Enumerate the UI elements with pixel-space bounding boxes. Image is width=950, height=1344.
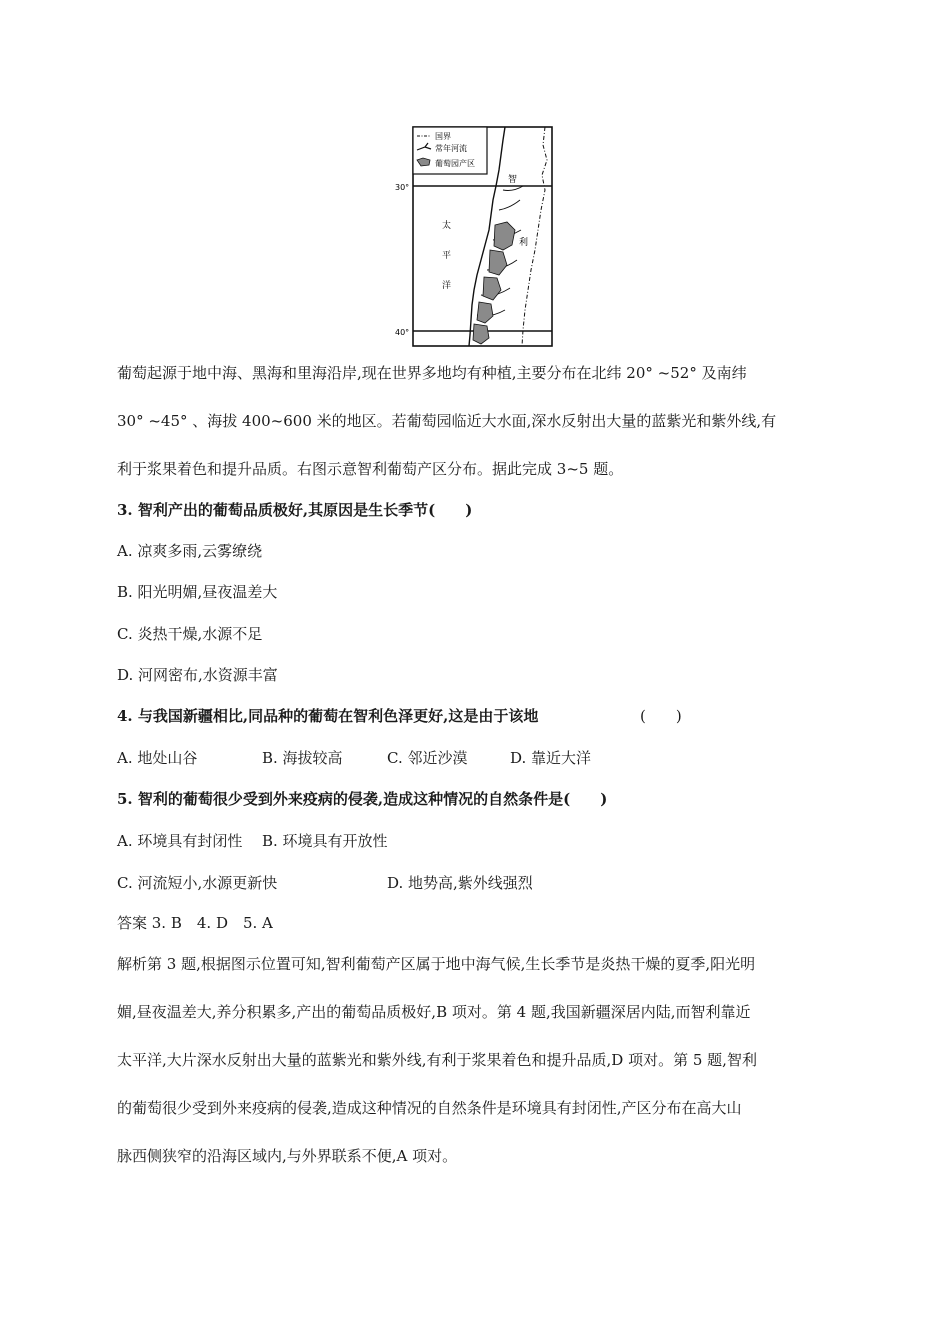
analysis-line-2: 媚,昼夜温差大,养分积累多,产出的葡萄品质极好,B 项对。第 4 题,我国新疆深居内陆,而智利靠近 — [117, 1003, 751, 1021]
question-5-option-b: B. 环境具有开放性 — [262, 832, 388, 850]
answer-line: 答案 3. B 4. D 5. A — [117, 914, 273, 932]
analysis-line-3: 太平洋,大片深水反射出大量的蓝紫光和紫外线,有利于浆果着色和提升品质,D 项对。第 5 题,智利 — [117, 1051, 757, 1069]
legend-border-label: 国界 — [435, 132, 451, 141]
analysis-line-1: 解析第 3 题,根据图示位置可知,智利葡萄产区属于地中海气候,生长季节是炎热干燥的夏季,阳光明 — [117, 955, 756, 973]
intro-line-3: 利于浆果着色和提升品质。右图示意智利葡萄产区分布。据此完成 3~5 题。 — [117, 460, 624, 478]
question-3-option-c: C. 炎热干燥,水源不足 — [117, 625, 263, 643]
question-4-option-c: C. 邻近沙漠 — [387, 749, 468, 767]
question-5-option-d: D. 地势高,紫外线强烈 — [387, 874, 533, 892]
question-4-option-d: D. 靠近大洋 — [510, 749, 592, 767]
question-3-stem: 3. 智利产出的葡萄品质极好,其原因是生长季节( ) — [117, 501, 473, 519]
legend-river-label: 常年河流 — [435, 144, 467, 153]
vineyard-region-2 — [489, 250, 507, 275]
ocean-label-tai: 太 — [442, 221, 452, 231]
analysis-line-4: 的葡萄很少受到外来疫病的侵袭,造成这种情况的自然条件是环境具有封闭性,产区分布在高大山 — [117, 1099, 742, 1117]
ocean-label-ping: 平 — [442, 251, 452, 261]
chile-vineyard-map — [395, 120, 565, 352]
vineyard-region-3 — [483, 277, 501, 300]
question-4-stem: 4. 与我国新疆相比,同品种的葡萄在智利色泽更好,这是由于该地 — [117, 707, 539, 725]
vineyard-region-1 — [494, 222, 515, 250]
question-3-option-d: D. 河网密布,水资源丰富 — [117, 666, 278, 684]
ocean-label-yang: 洋 — [442, 281, 452, 291]
vineyard-region-5 — [473, 324, 489, 344]
question-5-stem: 5. 智利的葡萄很少受到外来疫病的侵袭,造成这种情况的自然条件是( ) — [117, 790, 608, 808]
analysis-line-5: 脉西侧狭窄的沿海区域内,与外界联系不便,A 项对。 — [117, 1147, 458, 1165]
question-4-answer-blank: ( ) — [640, 707, 682, 725]
legend-vineyard-label: 葡萄园产区 — [435, 159, 475, 168]
country-label-li: 利 — [519, 238, 529, 248]
intro-line-2: 30° ~45° 、海拔 400~600 米的地区。若葡萄园临近大水面,深水反射出大量的蓝紫光和紫外线,有 — [117, 412, 777, 430]
question-5-option-c: C. 河流短小,水源更新快 — [117, 874, 278, 892]
river-1 — [499, 200, 520, 210]
intro-line-1: 葡萄起源于地中海、黑海和里海沿岸,现在世界多地均有种植,主要分布在北纬 20° ~52° 及南纬 — [117, 364, 747, 382]
question-3-option-a: A. 凉爽多雨,云雾缭绕 — [117, 542, 263, 560]
latitude-30-label: 30° — [395, 183, 410, 192]
national-border — [522, 127, 547, 346]
vineyard-region-4 — [477, 302, 493, 323]
country-label-zhi: 智 — [508, 175, 518, 185]
latitude-40-label: 40° — [395, 328, 410, 337]
question-5-option-a: A. 环境具有封闭性 — [117, 832, 243, 850]
question-4-option-b: B. 海拔较高 — [262, 749, 343, 767]
question-4-option-a: A. 地处山谷 — [117, 749, 198, 767]
question-3-option-b: B. 阳光明媚,昼夜温差大 — [117, 583, 278, 601]
